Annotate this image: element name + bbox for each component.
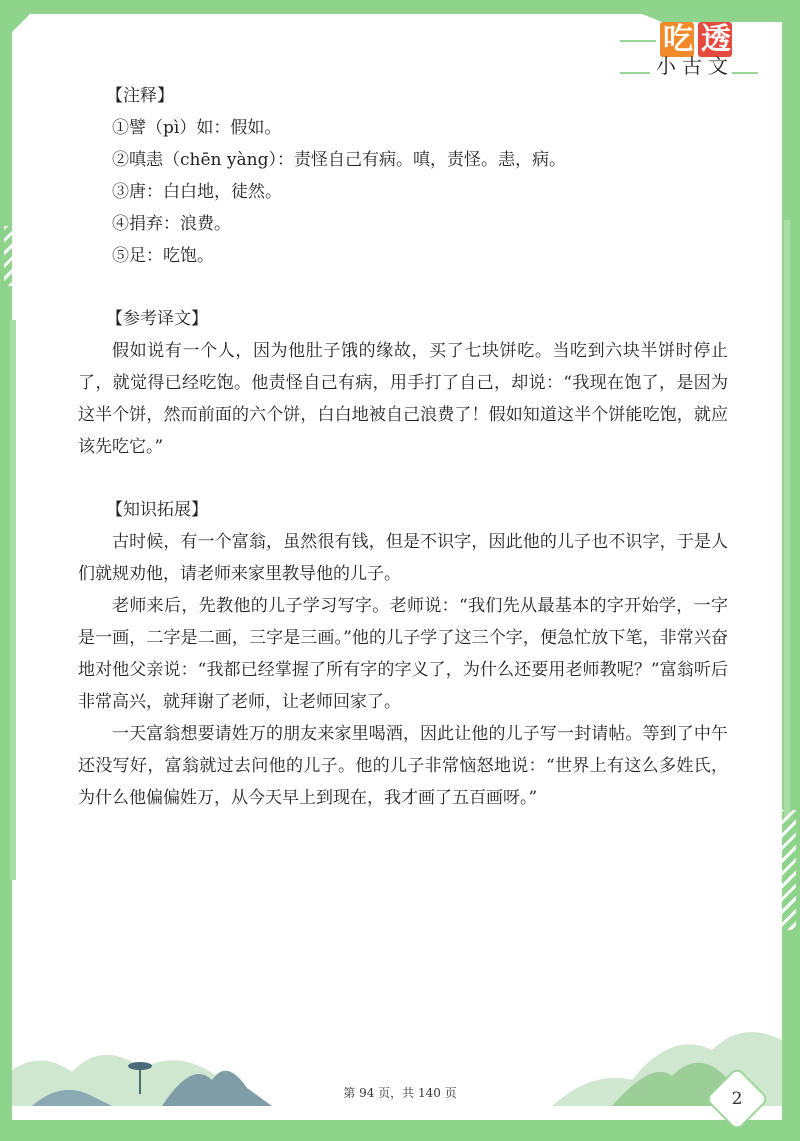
notes-title: 【注释】 [106, 86, 174, 106]
logo-char: 透 [698, 22, 732, 57]
page-footer: 第 94 页，共 140 页 [343, 1086, 457, 1100]
translation-title: 【参考译文】 [106, 309, 208, 329]
note-item: ③唐：白白地，徒然。 [112, 182, 282, 202]
extension-paragraph: 古时候，有一个富翁，虽然很有钱，但是不识字，因此他的儿子也不识字，于是人们就规劝他，请老师来家里教导他的儿子。 [78, 532, 728, 584]
page-number: 2 [731, 1089, 743, 1109]
decorative-stripe [780, 810, 796, 930]
extension-paragraph: 一天富翁想要请姓万的朋友来家里喝酒，因此让他的儿子写一封请帖。等到了中午还没写好，富翁就过去问他的儿子。他的儿子非常恼怒地说：“世界上有这么多姓氏，为什么他偏偏姓万，从今天早上到现在，我才画了五百画呀。” [78, 724, 728, 808]
decorative-bar [10, 320, 16, 880]
extension-title: 【知识拓展】 [106, 500, 208, 520]
note-item: ②嗔恚（chēn yàng）：责怪自己有病。嗔，责怪。恚，病。 [112, 150, 566, 170]
translation-paragraph: 假如说有一个人，因为他肚子饿的缘故，买了七块饼吃。当吃到六块半饼时停止了，就觉得已经吃饱。他责怪自己有病，用手打了自己，却说：“我现在饱了，是因为这半个饼，然而前面的六个饼，白白地被自己浪费了！假如知道这半个饼能吃饱，就应该先吃它。” [78, 341, 728, 457]
note-item: ④捐弃：浪费。 [112, 214, 231, 234]
decorative-bar [784, 220, 790, 820]
note-item: ①譬（pì）如：假如。 [112, 118, 282, 138]
logo-char: 吃 [660, 22, 694, 57]
logo-subtitle: 小古文 [656, 54, 734, 78]
extension-paragraph: 老师来后，先教他的儿子学习写字。老师说：“我们先从最基本的字开始学，一字是一画，二字是二画，三字是三画。”他的儿子学了这三个字，便急忙放下笔，非常兴奋地对他父亲说：“我都已经掌握了所有字的字义了，为什么还要用老师教呢？”富翁听后非常高兴，就拜谢了老师，让老师回家了。 [78, 596, 728, 712]
main-content [78, 80, 728, 814]
logo [620, 12, 770, 82]
note-item: ⑤足：吃饱。 [112, 246, 214, 266]
decorative-stripe [4, 226, 20, 286]
